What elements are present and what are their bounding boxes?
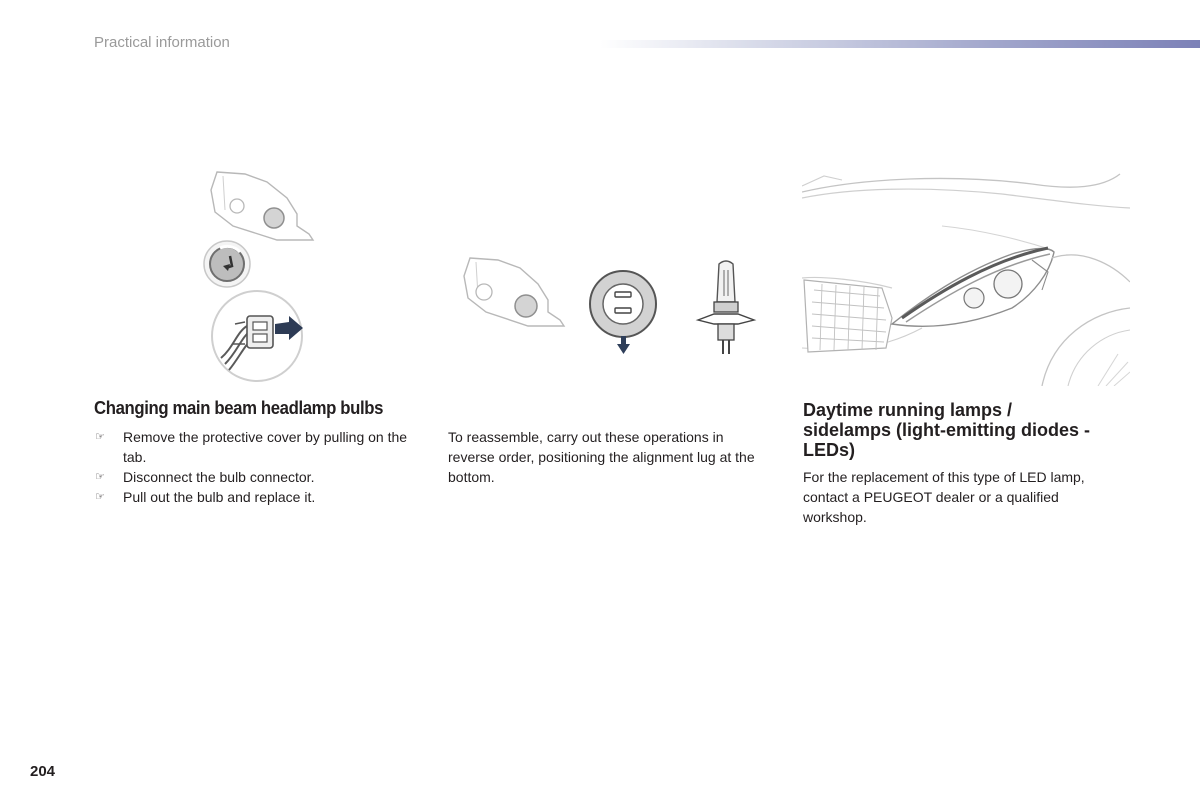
pointing-hand-bullet-icon: ☞ <box>95 471 105 483</box>
list-item <box>94 487 424 507</box>
list-item <box>94 467 424 487</box>
step-text: Remove the protective cover by pulling on the tab. <box>123 429 408 465</box>
bulb-connector-icon <box>207 288 311 384</box>
main-beam-steps <box>94 427 424 507</box>
pointing-hand-bullet-icon: ☞ <box>95 491 105 503</box>
vehicle-front-led-lamps-icon <box>802 168 1130 386</box>
pointing-hand-bullet-icon: ☞ <box>95 431 105 443</box>
step-text: Disconnect the bulb connector. <box>123 469 315 485</box>
h7-bulb-icon <box>690 258 762 358</box>
list-item <box>94 427 424 467</box>
section-label: Practical information <box>94 34 230 51</box>
step-text: Pull out the bulb and replace it. <box>123 489 316 505</box>
main-beam-heading: Changing main beam headlamp bulbs <box>94 398 384 418</box>
reassemble-paragraph: To reassemble, carry out these operations in reverse order, positioning the alignment lug at the bottom. <box>448 429 755 485</box>
headlamp-cover-icon <box>205 168 320 248</box>
daytime-lamps-heading: Daytime running lamps / sidelamps (light-emitting diodes - LEDs) <box>803 400 1091 460</box>
bulb-holder-alignment-lug-icon <box>586 268 660 360</box>
headlamp-cover-reassembly-icon <box>458 254 570 334</box>
led-replacement-paragraph: For the replacement of this type of LED lamp, contact a PEUGEOT dealer or a qualified workshop. <box>803 469 1085 525</box>
protective-cover-tab-icon <box>200 238 256 290</box>
header-gradient-bar <box>600 40 1200 48</box>
page-number: 204 <box>30 763 56 780</box>
